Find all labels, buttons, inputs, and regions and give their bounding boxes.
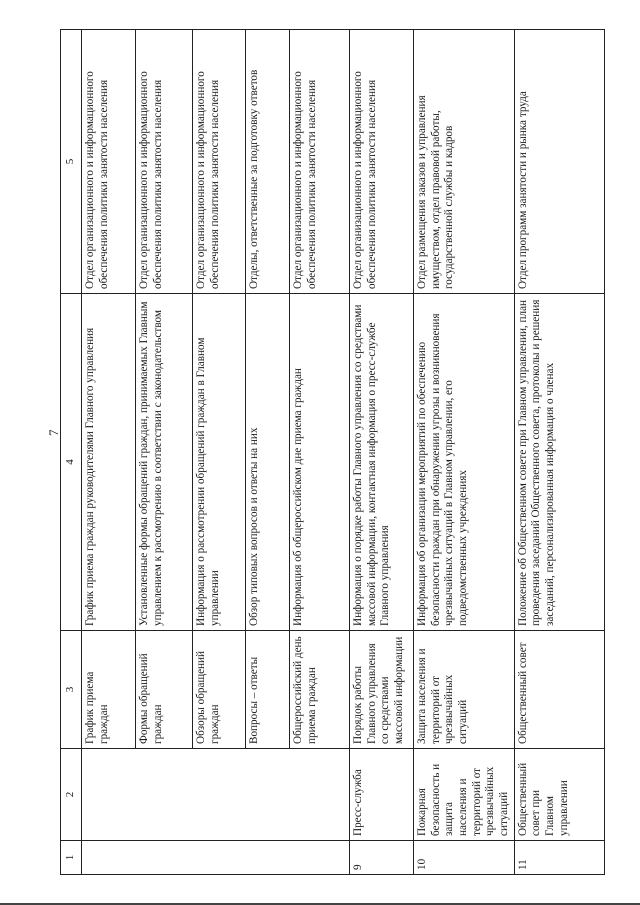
content-cell: Положение об Общественном совете при Главном управлении, план проведения заседаний Общественного совета, протоколы и решения заседаний, персонализированная информация о членах [514,294,604,631]
header-cell: 4 [61,294,82,631]
section-cell [82,749,350,841]
rotated-table-container [60,30,605,875]
responsible-cell: Отдел организационного и информационного обеспечения политики занятости населения [136,30,193,294]
table-header-row [61,30,82,875]
responsible-cell: Отдел организационного и информационного обеспечения политики занятости населения [193,30,246,294]
responsible-cell: Отдел организационного и информационного обеспечения политики занятости населения [82,30,136,294]
item-cell: График приема граждан [82,631,136,749]
item-cell: Общественный совет [514,631,604,749]
content-cell: Информация о рассмотрении обращений граждан в Главном управлении [193,294,246,631]
header-cell: 2 [61,749,82,841]
header-cell: 1 [61,841,82,875]
information-table [60,29,605,875]
table-row [82,30,136,875]
row-number-cell: 10 [414,841,515,875]
row-number-cell: 9 [350,841,414,875]
item-cell: Порядок работы Главного управления со средствами массовой информации [350,631,414,749]
content-cell: График приема граждан руководителями Главного управления [82,294,136,631]
section-cell: Пресс-служба [350,749,414,841]
item-cell: Обзоры обращений граждан [193,631,246,749]
table-row [514,30,604,875]
section-cell: Общественный совет при Главном управлении [514,749,604,841]
content-cell: Установленные формы обращений граждан, принимаемых Главным управлением к рассмотрению в соответствии с законодательством [136,294,193,631]
table-row [136,30,193,875]
responsible-cell: Отдел программ занятости и рынка труда [514,30,604,294]
item-cell: Защита населения и территорий от чрезвычайных ситуаций [414,631,515,749]
content-cell: Информация об общероссийском дне приема граждан [290,294,350,631]
item-cell: Вопросы – ответы [246,631,290,749]
item-cell: Общероссийский день приема граждан [290,631,350,749]
table-row [193,30,246,875]
header-cell: 5 [61,30,82,294]
responsible-cell: Отдел организационного и информационного обеспечения политики занятости населения [290,30,350,294]
table-row [246,30,290,875]
responsible-cell: Отдел организационного и информационного обеспечения политики занятости населения [350,30,414,294]
header-cell: 3 [61,631,82,749]
page-number: 7 [46,429,61,436]
content-cell: Обзор типовых вопросов и ответы на них [246,294,290,631]
row-number-cell: 11 [514,841,604,875]
table-row [290,30,350,875]
item-cell: Формы обращений граждан [136,631,193,749]
section-cell: Пожарная безопасность и защита населения и территорий от чрезвычайных ситуаций [414,749,515,841]
responsible-cell: Отделы, ответственные за подготовку ответов [246,30,290,294]
table-row [350,30,414,875]
row-number-cell [82,841,350,875]
responsible-cell: Отдел размещения заказов и управления имуществом, отдел правовой работы, государственной службы и кадров [414,30,515,294]
table-row [414,30,515,875]
content-cell: Информация об организации мероприятий по обеспечению безопасности граждан при обнаружении угрозы и возникновения чрезвычайных ситуаций в Главном управлении, его подведомственных учреждениях [414,294,515,631]
content-cell: Информация о порядке работы Главного управления со средствами массовой информации, контактная информация о пресс-службе Главного управления [350,294,414,631]
